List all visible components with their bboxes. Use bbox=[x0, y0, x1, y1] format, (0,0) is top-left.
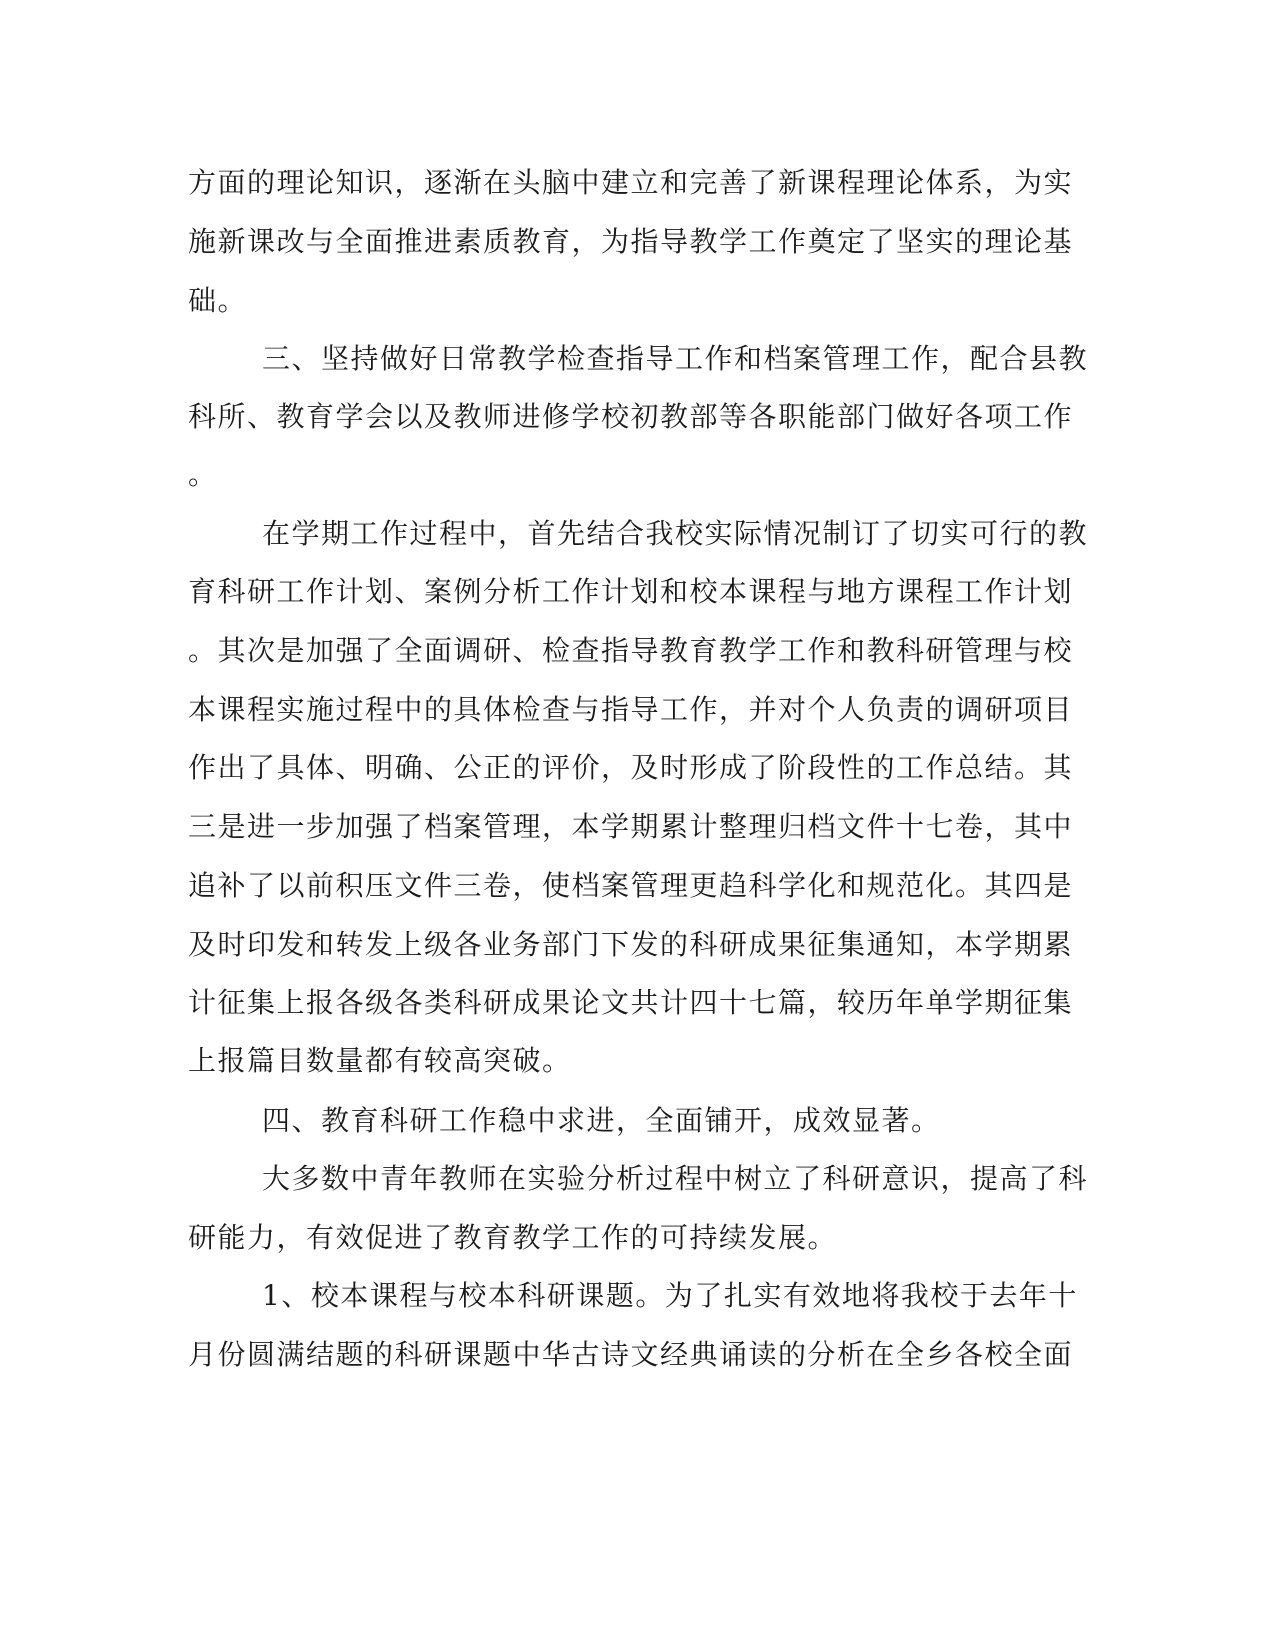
text-line: 研能力，有效促进了教育教学工作的可持续发展。 bbox=[188, 1221, 838, 1254]
text-line: 四、教育科研工作稳中求进，全面铺开，成效显著。 bbox=[262, 1104, 941, 1137]
text-line: 上报篇目数量都有较高突破。 bbox=[188, 1044, 572, 1077]
text-line: 育科研工作计划、案例分析工作计划和校本课程与地方课程工作计划 bbox=[188, 575, 1074, 608]
text-line: 及时印发和转发上级各业务部门下发的科研成果征集通知，本学期累 bbox=[188, 928, 1074, 961]
text-line: 在学期工作过程中，首先结合我校实际情况制订了切实可行的教 bbox=[262, 517, 1089, 550]
text-line: 大多数中青年教师在实验分析过程中树立了科研意识，提高了科 bbox=[262, 1162, 1089, 1195]
text-line: 追补了以前积压文件三卷，使档案管理更趋科学化和规范化。其四是 bbox=[188, 869, 1074, 902]
text-line: 月份圆满结题的科研课题中华古诗文经典诵读的分析在全乡各校全面 bbox=[188, 1338, 1074, 1371]
text-line: 。 bbox=[188, 458, 218, 491]
text-line: 三、坚持做好日常教学检查指导工作和档案管理工作，配合县教 bbox=[262, 342, 1089, 375]
text-line: 科所、教育学会以及教师进修学校初教部等各职能部门做好各项工作 bbox=[188, 400, 1074, 433]
text-line: 方面的理论知识，逐渐在头脑中建立和完善了新课程理论体系，为实 bbox=[188, 166, 1074, 199]
text-line: 计征集上报各级各类科研成果论文共计四十七篇，较历年单学期征集 bbox=[188, 986, 1074, 1019]
text-line: 三是进一步加强了档案管理，本学期累计整理归档文件十七卷，其中 bbox=[188, 810, 1074, 843]
text-line: 本课程实施过程中的具体检查与指导工作，并对个人负责的调研项目 bbox=[188, 693, 1074, 726]
text-line: 作出了具体、明确、公正的评价，及时形成了阶段性的工作总结。其 bbox=[188, 751, 1074, 784]
text-line: 础。 bbox=[188, 284, 248, 317]
text-line: 。其次是加强了全面调研、检查指导教育教学工作和教科研管理与校 bbox=[188, 634, 1074, 667]
text-line: 施新课改与全面推进素质教育，为指导教学工作奠定了坚实的理论基 bbox=[188, 225, 1074, 258]
text-line: 1、校本课程与校本科研课题。为了扎实有效地将我校于去年十 bbox=[262, 1279, 1078, 1312]
